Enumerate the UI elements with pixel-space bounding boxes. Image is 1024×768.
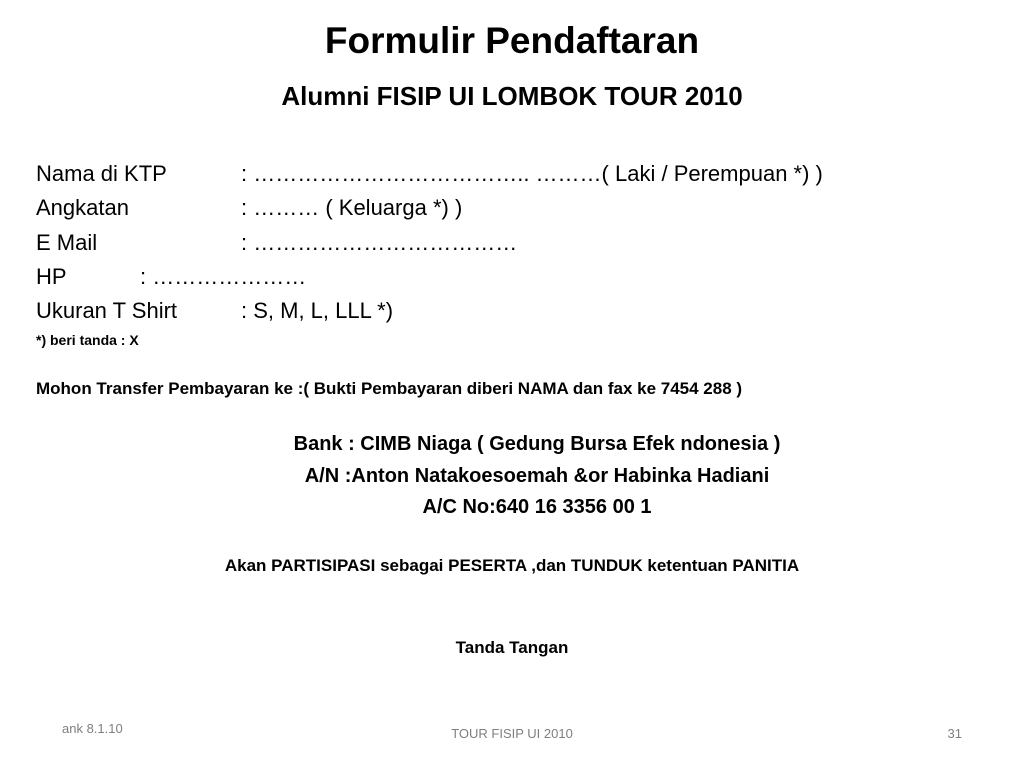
form-label-angkatan: Angkatan	[36, 195, 129, 220]
form-value-hp: : …………………	[140, 264, 307, 289]
account-number-line: A/C No:640 16 3356 00 1	[422, 496, 652, 518]
page-number: 31	[947, 726, 962, 741]
form-row-nama	[36, 159, 976, 189]
form-label-nama: Nama di KTP	[36, 161, 167, 186]
form-value-angkatan: : ……… ( Keluarga *) )	[241, 195, 463, 220]
account-name-line: A/N :Anton Natakoesoemah &or Habinka Hadiani	[304, 465, 770, 487]
form-label-tshirt: Ukuran T Shirt	[36, 298, 178, 323]
bank-line: Bank : CIMB Niaga ( Gedung Bursa Efek ndonesia )	[293, 433, 781, 455]
form-row-tshirt	[36, 296, 976, 326]
signature-label: Tanda Tangan	[455, 638, 569, 657]
form-label-email: E Mail	[36, 230, 98, 255]
page-title: Formulir Pendaftaran	[324, 20, 700, 61]
form-row-angkatan	[36, 193, 976, 223]
page-subtitle: Alumni FISIP UI LOMBOK TOUR 2010	[281, 81, 743, 111]
footer-date: ank 8.1.10	[62, 721, 123, 736]
footer-center: TOUR FISIP UI 2010	[451, 726, 573, 741]
form-value-email: : ………………………………	[241, 230, 518, 255]
marking-note: *) beri tanda : X	[36, 332, 139, 348]
form-label-hp: HP	[36, 264, 67, 289]
form-value-tshirt: : S, M, L, LLL *)	[241, 298, 394, 323]
transfer-instruction: Mohon Transfer Pembayaran ke :( Bukti Pembayaran diberi NAMA dan fax ke 7454 288 )	[36, 379, 743, 398]
form-row-email	[36, 228, 976, 258]
form-row-hp	[36, 262, 976, 292]
form-value-nama: : ……………………………….. ………( Laki / Perempuan *) )	[241, 161, 823, 186]
participation-statement: Akan PARTISIPASI sebagai PESERTA ,dan TUNDUK ketentuan PANITIA	[224, 556, 800, 575]
